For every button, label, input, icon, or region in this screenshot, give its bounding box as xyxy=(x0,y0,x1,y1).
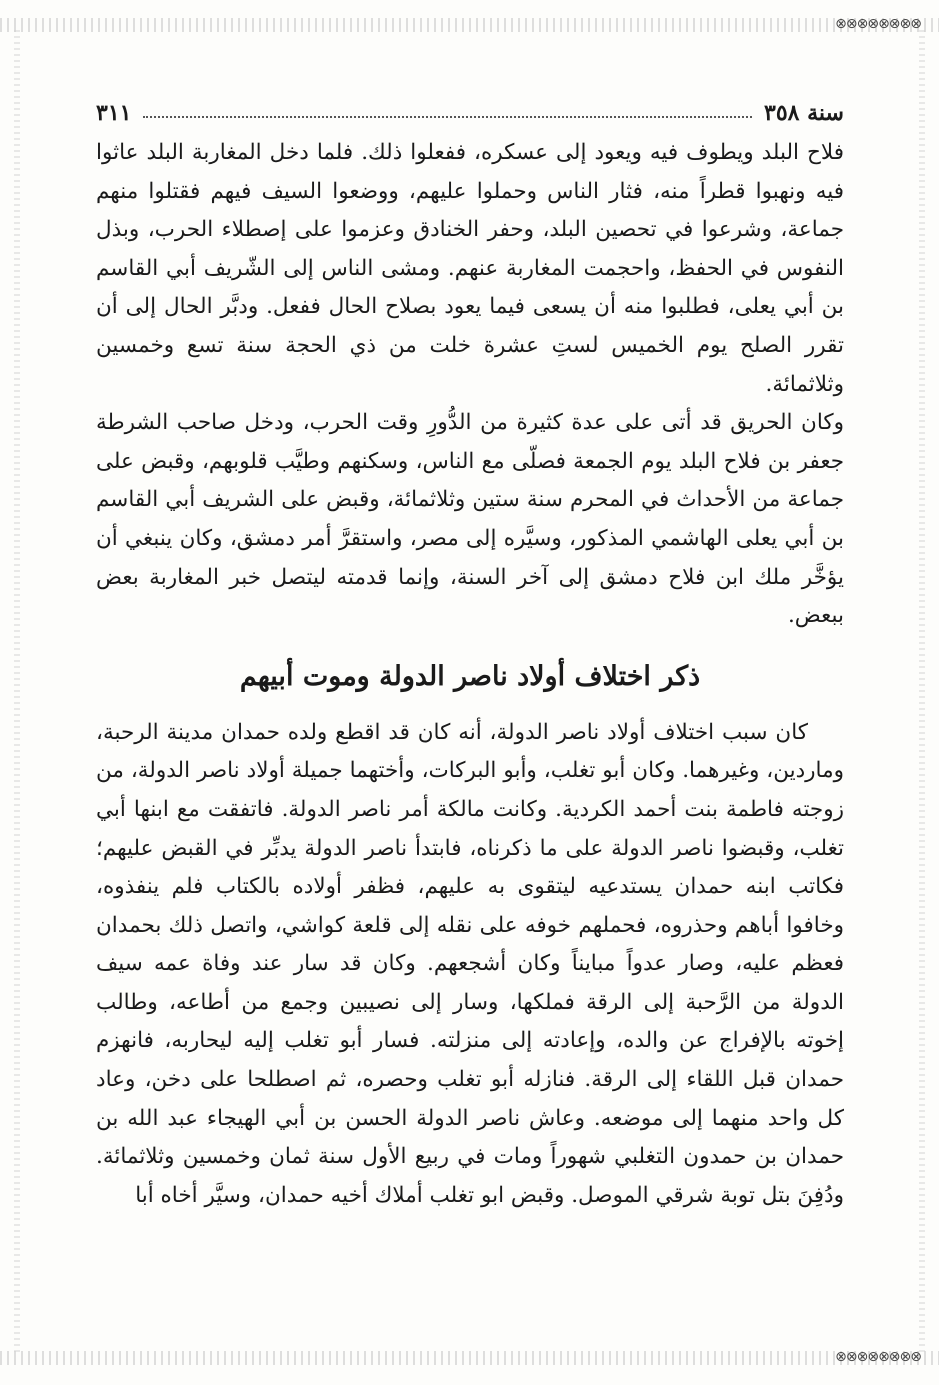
right-border-ornament xyxy=(919,30,925,1355)
top-chain-ornament: ⊗⊗⊗⊗⊗⊗⊗⊗ xyxy=(835,16,921,32)
year-label: سنة ٣٥٨ xyxy=(764,100,844,126)
bottom-chain-ornament: ⊗⊗⊗⊗⊗⊗⊗⊗ xyxy=(835,1349,921,1365)
running-header xyxy=(96,86,844,126)
page-number: ٣١١ xyxy=(96,100,132,126)
section-heading: ذكر اختلاف أولاد ناصر الدولة وموت أبيهم xyxy=(239,660,701,692)
continuation-text xyxy=(96,134,844,636)
bottom-border-ornament xyxy=(0,1351,939,1365)
section-text xyxy=(96,714,844,1216)
paragraph-sons-dispute: كان سبب اختلاف أولاد ناصر الدولة، أنه كان قد اقطع ولده حمدان مدينة الرحبة، وماردين، وغيرهما. وكان أبو تغلب، وأبو البركات، وأختهما جميلة أولاد ناصر الدولة، من زوجته فاطمة بنت أحمد الكردية. وكانت مالكة أمر ناصر الدولة. فاتفقت مع ابنها أبي تغلب، وقبضوا ناصر الدولة على ما ذكرناه، فابتدأ ناصر الدولة يدبِّر في القبض عليهم؛ فكاتب ابنه حمدان يستدعيه ليتقوى به عليهم، فظفر أولاده بالكتاب فلم ينفذوه، وخافوا أباهم وحذروه، فحملهم خوفه على نقله إلى قلعة كواشي، واتصل ذلك بحمدان فعظم عليه، وصار عدواً مبايناً وكان أشجعهم. وكان قد سار عند وفاة عمه سيف الدولة من الرَّحبة إلى الرقة فملكها، وسار إلى نصيبين وجمع من أطاعه، وطالب إخوته بالإفراج عن والده، وإعادته إلى منزلته. فسار أبو تغلب إليه ليحاربه، فانهزم حمدان قبل اللقاء إلى الرقة. فنازله أبو تغلب وحصره، ثم اصطلحا على دخن، وعاد كل واحد منهما إلى موضعه. وعاش ناصر الدولة الحسن بن أبي الهيجاء عبد الله بن حمدان بن حمدون التغلبي شهوراً ومات في ربيع الأول سنة ثمان وخمسين وثلاثمائة. ودُفِنَ بتل توبة شرقي الموصل. وقبض ابو تغلب أملاك أخيه حمدان، وسيَّر أخاه أبا xyxy=(96,719,844,1208)
left-border-ornament xyxy=(14,30,20,1355)
paragraph-fire: وكان الحريق قد أتى على عدة كثيرة من الدُّورِ وقت الحرب، ودخل صاحب الشرطة جعفر بن فلاح البلد يوم الجمعة فصلّى مع الناس، وسكنهم وطيَّب قلوبهم، وقبض على جماعة من الأحداث في المحرم سنة ستين وثلاثمائة، وقبض على الشريف أبي القاسم بن أبي يعلى الهاشمي المذكور، وسيَّره إلى مصر، واستقرَّ أمر دمشق، وكان ينبغي أن يؤخَّر ملك ابن فلاح دمشق إلى آخر السنة، وإنما قدمته ليتصل خبر المغاربة بعض ببعض. xyxy=(96,410,844,629)
header-dotted-rule xyxy=(143,116,752,118)
book-page xyxy=(96,86,844,1326)
paragraph-continuation: فلاح البلد ويطوف فيه ويعود إلى عسكره، ففعلوا ذلك. فلما دخل المغاربة البلد عاثوا فيه ونهبوا قطراً منه، فثار الناس وحملوا عليهم، ووضعوا السيف فيهم فقتلوا منهم جماعة، وشرعوا في تحصين البلد، وحفر الخنادق وعزموا على إصطلاء الحرب، وبذل النفوس في الحفظ، واحجمت المغاربة عنهم. ومشى الناس إلى الشّريف أبي القاسم بن أبي يعلى، فطلبوا منه أن يسعى فيما يعود بصلاح الحال ففعل. ودبَّر الحال إلى أن تقرر الصلح يوم الخميس لستِ عشرة خلت من ذي الحجة سنة تسع وخمسين وثلاثمائة. xyxy=(96,140,845,397)
top-border-ornament xyxy=(0,18,939,32)
